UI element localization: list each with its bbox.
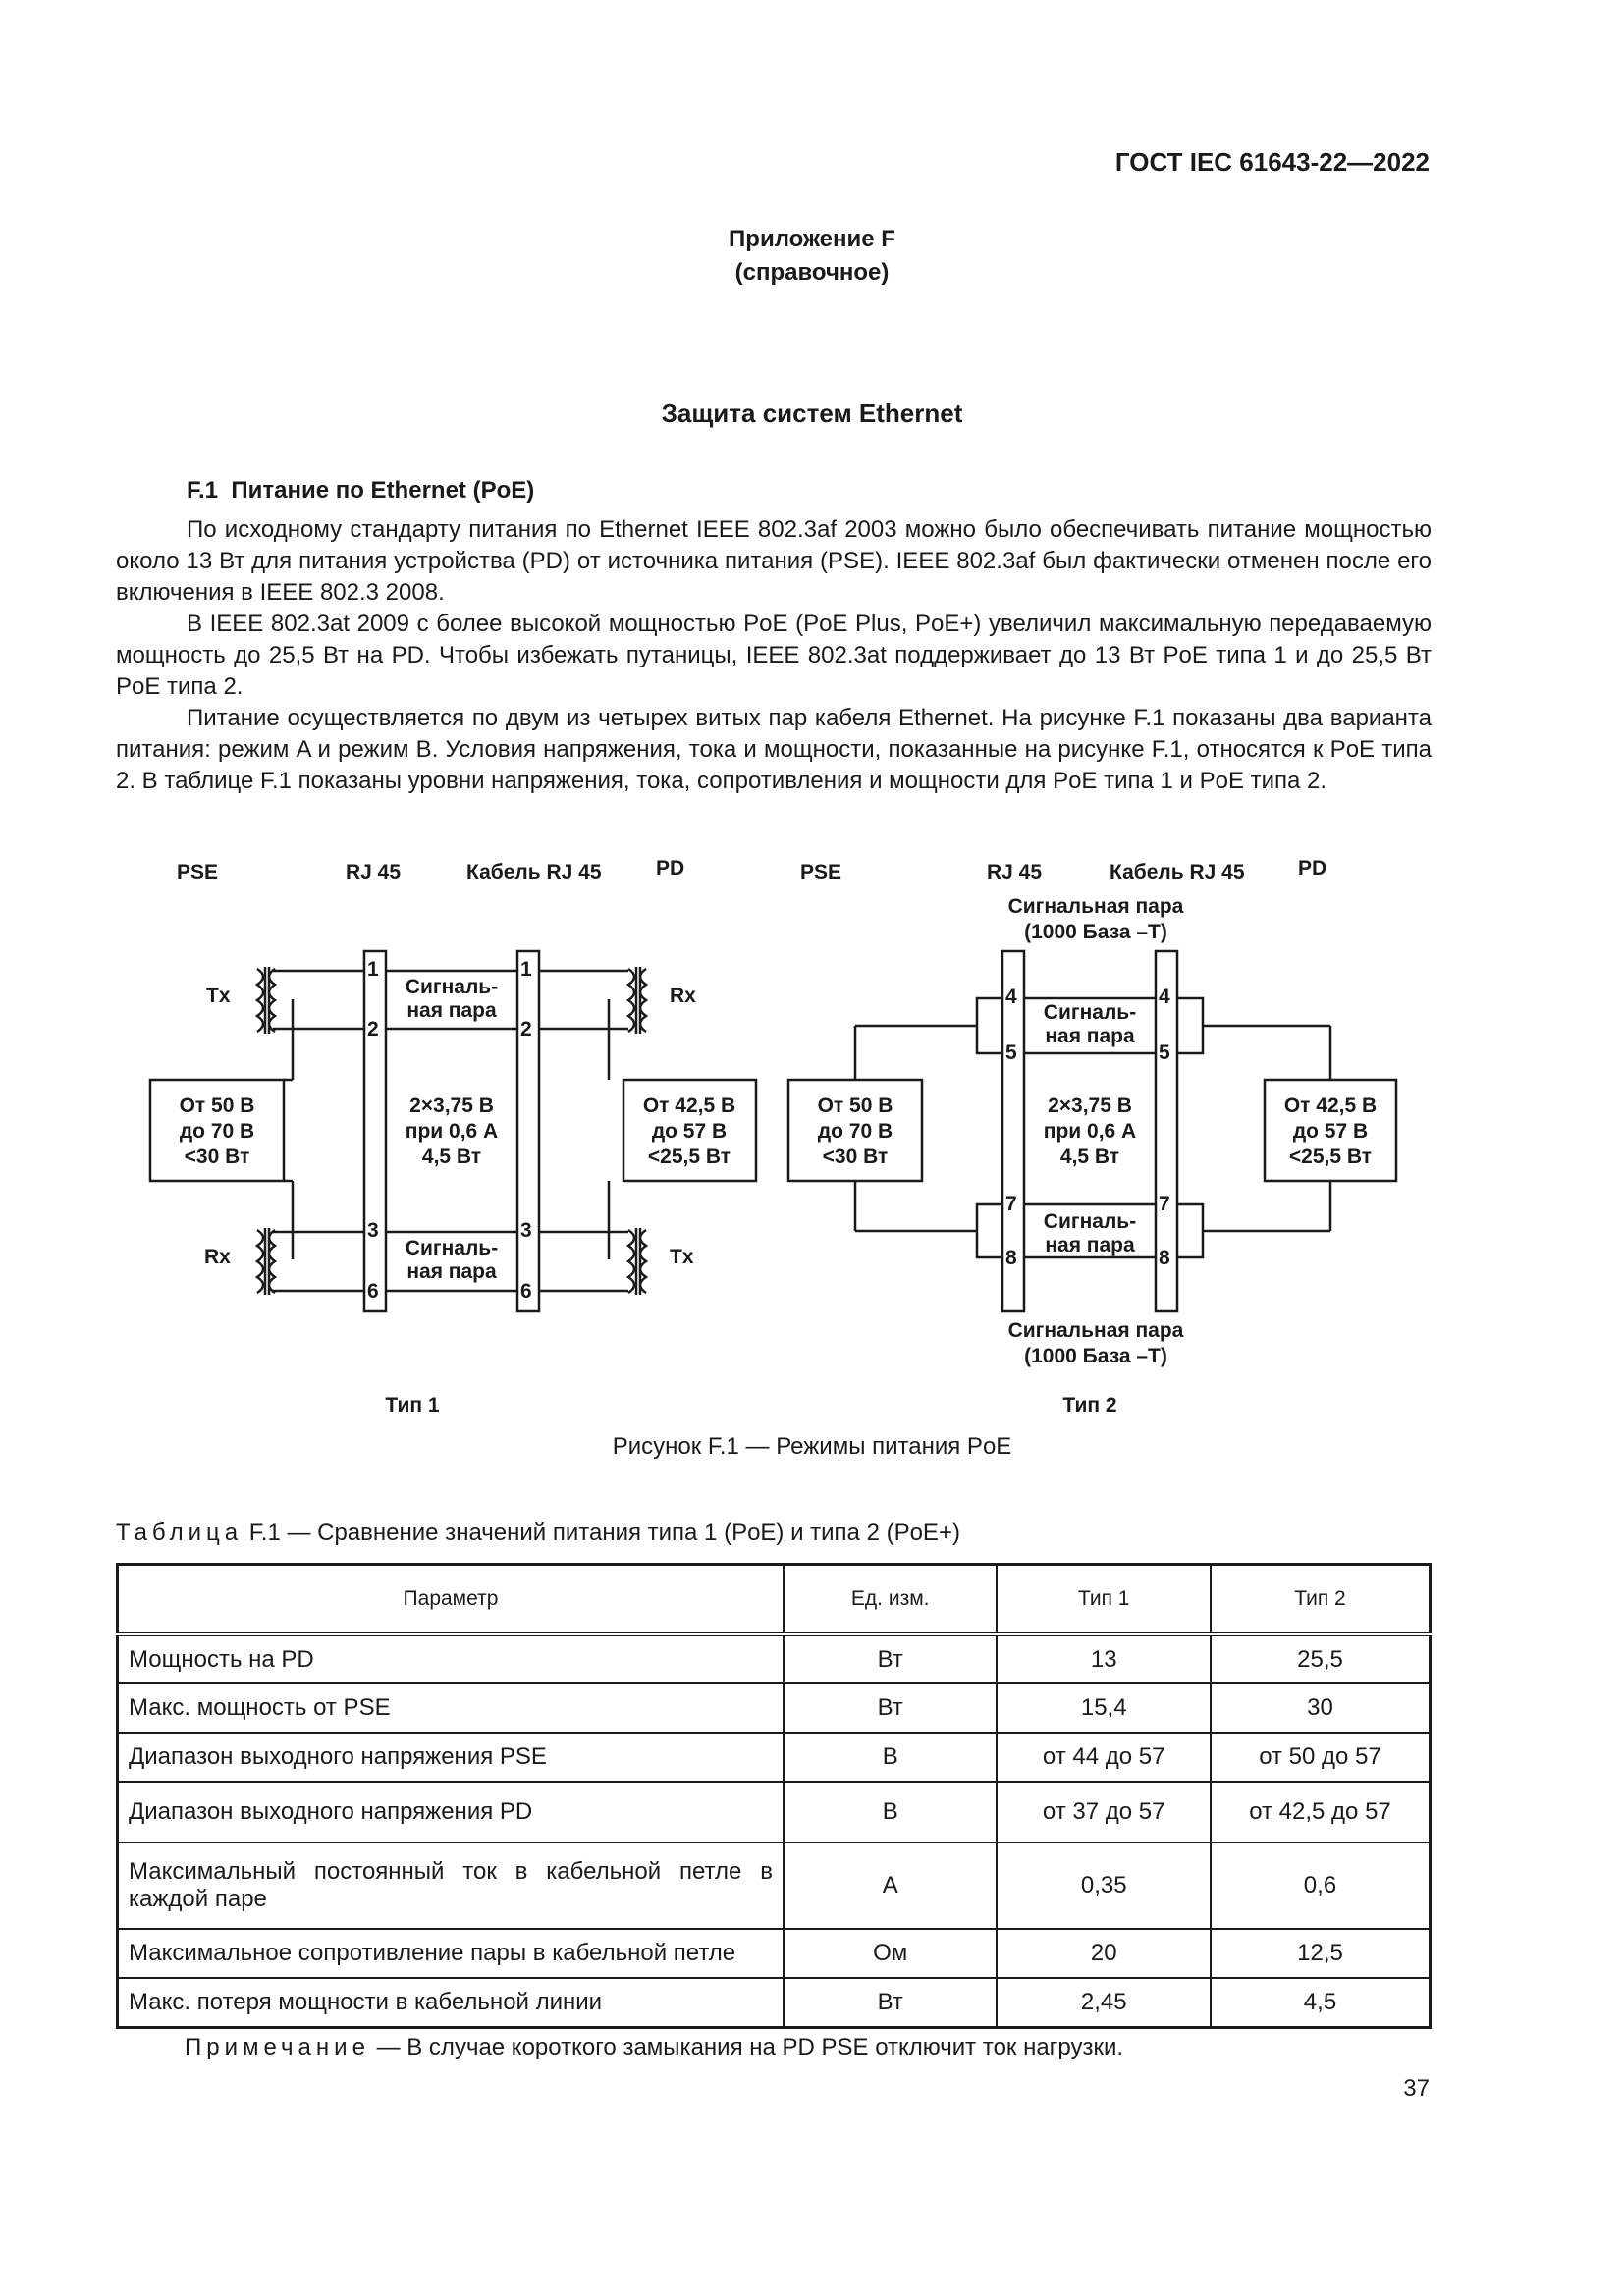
signal-pair-label: (1000 База –Т) [1024,1345,1167,1367]
label-pse: PSE [177,861,219,883]
paragraph: В IEEE 802.3at 2009 с более высокой мощностью PoE (PoE Plus, PoE+) увеличил максимальную передаваемую мощность до 25,5 Вт на PD. Чтобы избежать путаницы, IEEE 802.3at поддерживает до 13 Вт PoE типа 1 и до 25,5 Вт PoE типа 2. [116,611,1432,700]
label-cable-type2: Кабель RJ 45 [1110,861,1245,883]
cell: В [784,1782,998,1842]
label-pd-type2: PD [1298,857,1327,880]
pair-label: ная пара [1045,1234,1135,1256]
table-row [118,1929,1431,1978]
cell: Мощность на PD [118,1634,784,1683]
comparison-table [116,1563,1432,2029]
subsection-title: Питание по Ethernet (PoE) [231,477,535,504]
table-row [118,1782,1431,1842]
header-cell: Тип 1 [997,1565,1211,1635]
subsection-number: F.1 [187,477,219,504]
cell: 15,4 [997,1683,1211,1733]
label-pd: PD [656,857,685,880]
label-tx: Tx [206,985,231,1007]
cell: 4,5 [1211,1978,1431,2027]
pin: 7 [1159,1193,1170,1215]
label-rx-right: Rx [670,985,696,1007]
cell: Макс. мощность от PSE [118,1683,784,1733]
cell: Максимальное сопротивление пары в кабельной петле [118,1929,784,1978]
table-row [118,1978,1431,2027]
cell: от 50 до 57 [1211,1733,1431,1782]
cell: Вт [784,1683,998,1733]
table-note [185,2034,1123,2061]
cell: Вт [784,1634,998,1683]
pair-label: ная пара [406,1260,497,1283]
note-prefix: Примечание [185,2034,370,2060]
cell: Диапазон выходного напряжения PSE [118,1733,784,1782]
document-code: ГОСТ IEC 61643-22—2022 [1114,147,1430,177]
table-row [118,1842,1431,1929]
section-title: Защита систем Ethernet [661,399,963,428]
cell: от 42,5 до 57 [1211,1782,1431,1842]
cell: от 37 до 57 [997,1782,1211,1842]
cell: Макс. потеря мощности в кабельной линии [118,1978,784,2027]
pin: 5 [1159,1041,1170,1064]
header-cell: Ед. изм. [784,1565,998,1635]
cell: Вт [784,1978,998,2027]
figure-subcaption: Тип 2 [1062,1394,1117,1416]
figure-caption: Рисунок F.1 — Режимы питания PoE [612,1433,1012,1460]
note-text: — В случае короткого замыкания на PD PSE отключит ток нагрузки. [369,2034,1124,2060]
pair-label: ная пара [406,999,497,1022]
label-cable: Кабель RJ 45 [466,861,602,883]
table-caption-prefix: Таблица [116,1520,244,1546]
paragraph: По исходному стандарту питания по Ethernet IEEE 802.3af 2003 можно было обеспечивать питание мощностью около 13 Вт для питания устройства (PD) от источника питания (PSE). IEEE 802.3af был фактически отменен после его включения в IEEE 802.3 2008. [116,516,1432,606]
table-row [118,1683,1431,1733]
table-caption-text: F.1 — Сравнение значений питания типа 1 (PoE) и типа 2 (PoE+) [243,1520,960,1546]
pin: 8 [1159,1247,1170,1269]
pin: 2 [367,1018,379,1041]
pd-value: <25,5 Вт [647,1146,731,1168]
label-rj45: RJ 45 [346,861,402,883]
pd-value: <25,5 Вт [1288,1146,1373,1168]
header-cell: Тип 2 [1211,1565,1431,1635]
figure-subcaption: Тип 1 [385,1394,440,1416]
page-number: 37 [1403,2075,1430,2102]
pse-value: до 70 В [179,1120,255,1143]
label-pse-type2: PSE [800,861,842,883]
table-row [118,1634,1431,1683]
pin: 3 [367,1219,379,1242]
pair-label: Сигналь- [405,976,499,998]
middle-value: 2×3,75 В [1048,1095,1132,1117]
cell: 0,6 [1211,1842,1431,1929]
pin: 8 [1005,1247,1017,1269]
cell: 12,5 [1211,1929,1431,1978]
rj45-connector-left [364,951,386,1311]
middle-value: 4,5 Вт [421,1146,482,1168]
middle-value: 4,5 Вт [1059,1146,1120,1168]
cell: 25,5 [1211,1634,1431,1683]
paragraph: Питание осуществляется по двум из четырех витых пар кабеля Ethernet. На рисунке F.1 показаны два варианта питания: режим A и режим B. Условия напряжения, тока и мощности, показанные на рисунке F.1, относятся к PoE типа 2. В таблице F.1 показаны уровни напряжения, тока, сопротивления и мощности для PoE типа 1 и PoE типа 2. [116,705,1432,794]
pse-value: <30 Вт [822,1146,889,1168]
pd-value: до 57 В [651,1120,728,1143]
pair-label: Сигналь- [1043,1210,1137,1233]
pd-value: до 57 В [1292,1120,1369,1143]
table-row [118,1733,1431,1782]
table-header-row [118,1565,1431,1635]
pin: 1 [367,958,379,981]
label-rx: Rx [204,1246,231,1268]
cell: Ом [784,1929,998,1978]
cell: 30 [1211,1683,1431,1733]
signal-pair-label: Сигнальная пара [1007,895,1184,918]
cell: от 44 до 57 [997,1733,1211,1782]
cell: В [784,1733,998,1782]
signal-pair-label: Сигнальная пара [1007,1319,1184,1342]
middle-value: 2×3,75 В [409,1095,494,1117]
middle-value: при 0,6 А [405,1120,499,1143]
table-caption [116,1520,960,1547]
middle-value: при 0,6 А [1043,1120,1137,1143]
header-cell: Параметр [118,1565,784,1635]
label-rj45-type2: RJ 45 [987,861,1043,883]
pin: 4 [1005,986,1017,1008]
pin: 3 [520,1219,532,1242]
pair-label: ная пара [1045,1025,1135,1047]
appendix-subtitle: (справочное) [734,259,890,286]
pd-value: От 42,5 В [1283,1095,1378,1117]
cell: Максимальный постоянный ток в кабельной петле в каждой паре [118,1842,784,1929]
pin: 6 [367,1280,379,1303]
label-tx-right: Tx [670,1246,694,1268]
pd-value: От 42,5 В [642,1095,736,1117]
pin: 2 [520,1018,532,1041]
cell: Диапазон выходного напряжения PD [118,1782,784,1842]
pse-value: <30 Вт [184,1146,250,1168]
pse-value: до 70 В [817,1120,893,1143]
signal-pair-label: (1000 База –Т) [1024,921,1167,943]
cell: 13 [997,1634,1211,1683]
pair-label: Сигналь- [405,1237,499,1259]
pse-value: От 50 В [179,1095,255,1117]
cell: А [784,1842,998,1929]
appendix-title: Приложение F [729,226,895,252]
cell: 20 [997,1929,1211,1978]
cell: 0,35 [997,1842,1211,1929]
cell: 2,45 [997,1978,1211,2027]
pin: 7 [1005,1193,1017,1215]
rj45-connector-right [517,951,539,1311]
pair-label: Сигналь- [1043,1001,1137,1024]
pin: 1 [520,958,532,981]
pin: 5 [1005,1041,1017,1064]
pin: 4 [1159,986,1170,1008]
pse-value: От 50 В [817,1095,893,1117]
pin: 6 [520,1280,532,1303]
